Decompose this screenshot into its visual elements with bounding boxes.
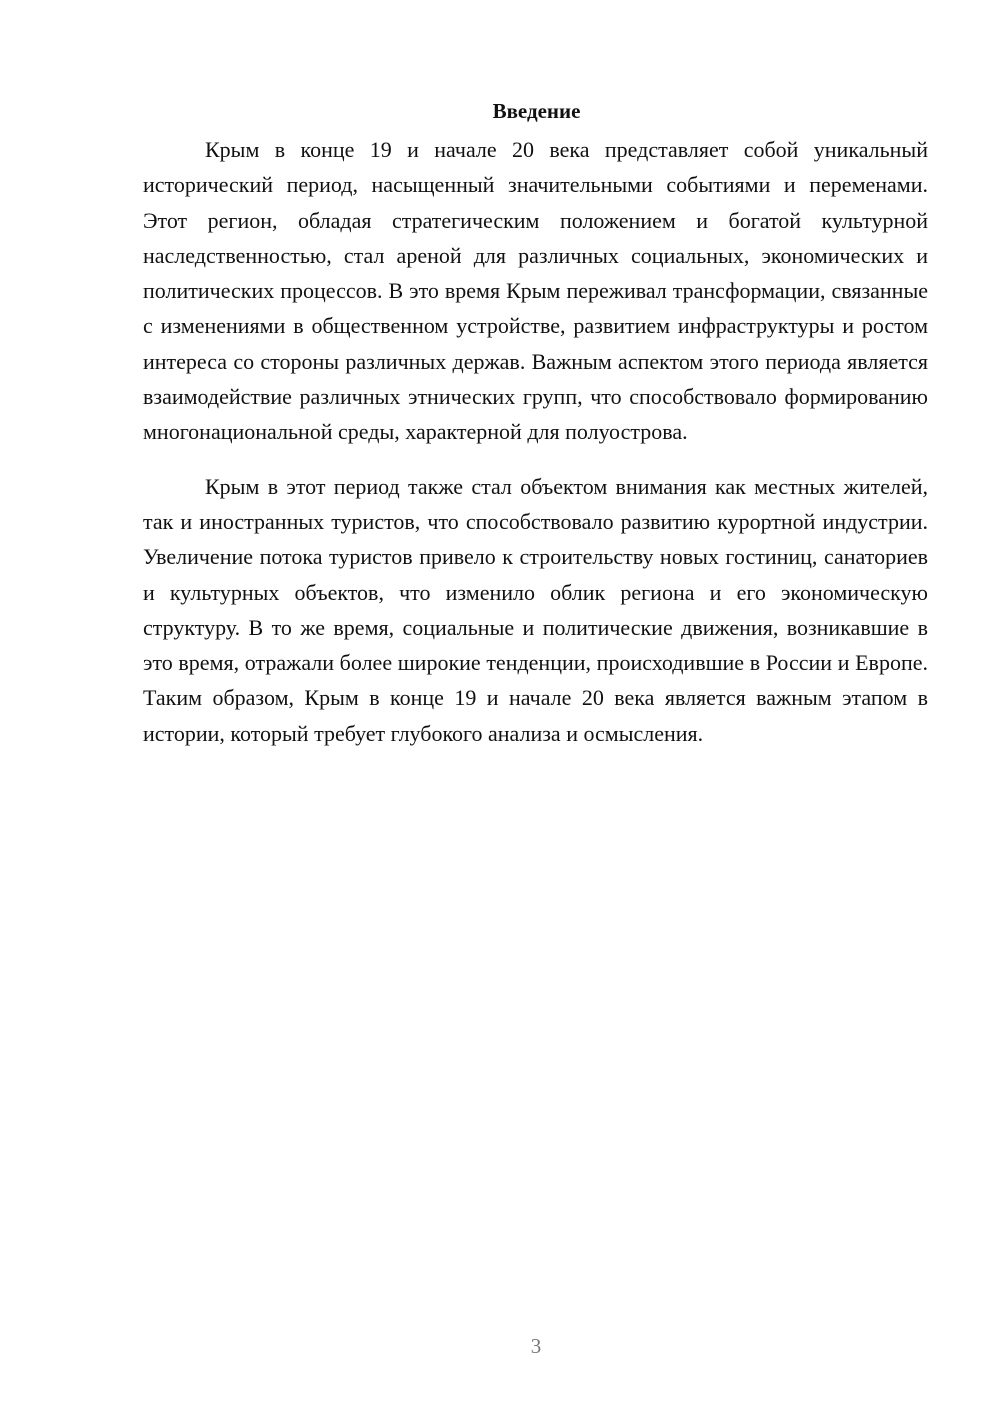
- page-content: [143, 96, 928, 751]
- paragraph-1: Крым в конце 19 и начале 20 века представляет собой уникальный исторический период, насыщенный значительными событиями и переменами. Этот регион, обладая стратегическим положением и богатой культурной наследственностью, стал ареной для различных социальных, экономических и политических процессов. В это время Крым переживал трансформации, связанные с изменениями в общественном устройстве, развитием инфраструктуры и ростом интереса со стороны различных держав. Важным аспектом этого периода является взаимодействие различных этнических групп, что способствовало формированию многонациональной среды, характерной для полуострова.: [143, 137, 928, 445]
- paragraph-2: Крым в этот период также стал объектом внимания как местных жителей, так и иностранных туристов, что способствовало развитию курортной индустрии. Увеличение потока туристов привело к строительству новых гостиниц, санаториев и культурных объектов, что изменило облик региона и его экономическую структуру. В то же время, социальные и политические движения, возникавшие в это время, отражали более широкие тенденции, происходившие в России и Европе. Таким образом, Крым в конце 19 и начале 20 века является важным этапом в истории, который требует глубокого анализа и осмысления.: [143, 473, 928, 746]
- section-title: Введение: [492, 99, 581, 123]
- page-number: 3: [530, 1334, 542, 1358]
